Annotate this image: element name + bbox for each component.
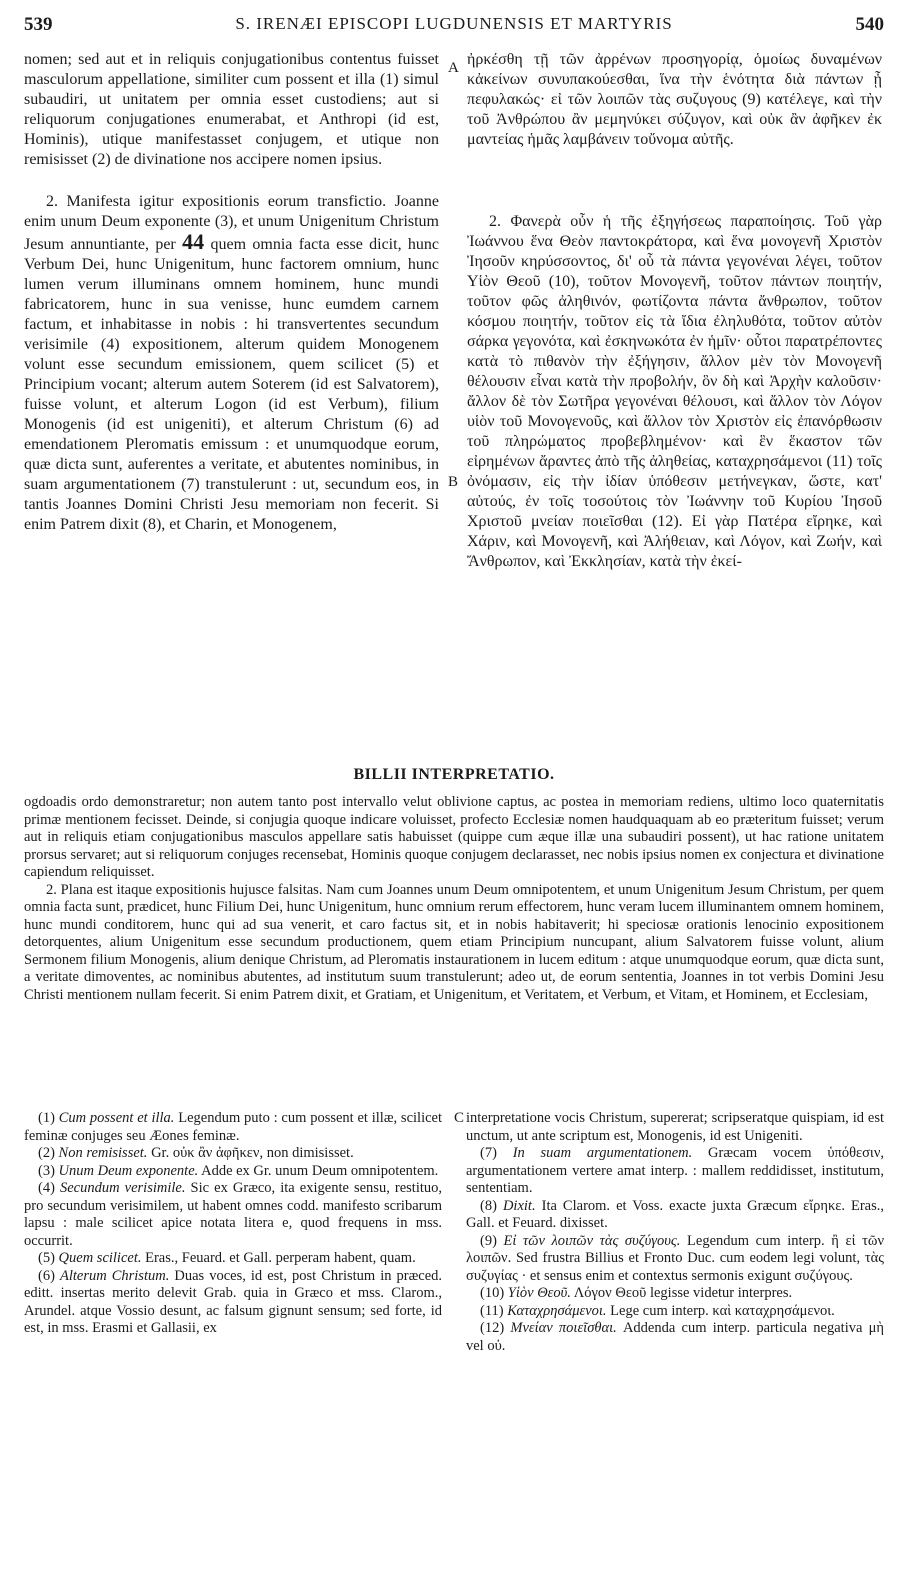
latin-paragraph-2 — [24, 192, 439, 535]
footnotes-right-column — [466, 1110, 884, 1355]
greek-column — [467, 50, 882, 572]
section-number: 2. — [46, 193, 58, 210]
footnotes — [24, 1110, 884, 1570]
greek-paragraph-2-text: Φανερὰ οὖν ἡ τῆς ἐξηγήσεως παραποίησις. Τοῦ γὰρ Ἰωάννου ἕνα Θεὸν παντοκράτορα, καὶ ἕνα μονογενῆ Χριστὸν Ἰησοῦν κηρύσσοντος, δι' οὗ τὰ πάντα γεγονέναι λέγει, τοῦτον Υἱὸν Θεοῦ (10), τοῦτον Μονογενῆ, τοῦτον πάντων ποιητήν, τοῦτον φῶς ἀληθινόν, φωτίζοντα πάντα ἄνθρωπον, τοῦτον κόσμου ποιητήν, τοῦτον εἰς τὰ ἴδια ἐληλυθότα, τοῦτον αὐτὸν σάρκα γεγονότα, καὶ ἐσκηνωκότα ἐν ἡμῖν· οὗτοι παρατρέποντες κατὰ τὸ πιθανὸν τὴν ἐξήγησιν, ἄλλον μὲν τὸν Μονογενῆ θέλουσιν εἶναι κατὰ τὴν προβολήν, ὃν δὴ καὶ Ἀρχὴν καλοῦσιν· ἄλλον δὲ τὸν Σωτῆρα γεγονέναι θέλουσι, καὶ ἄλλον τὸν Λόγον υἱὸν τοῦ Μονογενοῦς, καὶ ἄλλον τὸν Χριστὸν εἰς ἐπανόρθωσιν τοῦ πληρώματος προβεβλημένον· καὶ ἓν ἕκαστον τῶν εἰρημένων ἄραντες ἀπὸ τῆς ἀληθείας, καταχρησάμενοι (11) τοῖς ὀνόμασιν, εἰς τὴν ἰδίαν ὑπόθεσιν μετήνεγκαν, ὥστε, κατ' αὐτούς, ἐν τοῖς τοσούτοις τὸν Ἰωάννην τοῦ Κυρίου Ἰησοῦ Χριστοῦ μνείαν ποιεῖσθαι (12). Εἰ γὰρ Πατέρα εἴρηκε, καὶ Χάριν, καὶ Μονογενῆ, καὶ Ἀλήθειαν, καὶ Λόγον, καὶ Ζωήν, καὶ Ἄνθρωπον, καὶ Ἐκκλησίαν, κατὰ τὴν ἐκεί- — [467, 213, 882, 570]
footnote: (10) Υἱὸν Θεοῦ. Λόγον Θεοῦ legisse videtur interpres. — [480, 1285, 793, 1301]
latin-paragraph-1: nomen; sed aut et in reliquis conjugationibus contentus fuisset masculorum appellatione, similiter cum possent et illa (1) simul subaudiri, ut unitatem per omnia esset custodiens; aut si reliquorum conjugationes enumerabat, et Anthropi (id est, Hominis), utique manifestasset conjugem, et utique non remisisset (2) de divinatione nos accipere nomen ipsius. — [24, 51, 439, 168]
page-number-right: 540 — [855, 14, 884, 35]
footnote: (2) Non remisisset. Gr. οὐκ ἂν ἀφῆκεν, non dimisisset. — [38, 1145, 354, 1161]
footnote: (5) Quem scilicet. Eras., Feuard. et Gall. perperam habent, quam. — [38, 1250, 416, 1266]
footnote: (9) Εἰ τῶν λοιπῶν τὰς συζύγους. Legendum cum interp. ἢ εἰ τῶν λοιπῶν. Sed frustra Billius et Fronto Duc. cum eodem legi volunt, τὰς συζυγίας · et sensus enim et contextus sermonis exigunt συζύγους. — [466, 1232, 885, 1284]
interpretatio-text — [24, 794, 884, 1004]
interpretatio-paragraph-1: ogdoadis ordo demonstraretur; non autem tanto post intervallo velut oblivione captus, ac postea in memoriam rediens, ultimo loco quaternitatis primæ mentionem fecisset. Deinde, si conjugia quoque indicare voluisset, profecto Ecclesiæ nomen haudquaquam ab eo præteritum fuisset; verum aut in reliquis etiam conjugationibus masculos appellare satis habuisset (quippe cum æque illæ una subaudiri possent), ut hac ratione unitatem prorsus servaret; aut si reliquorum conjuges recensebat, Hominis quoque conjugem declarasset, nec nobis ipsius nomen ex conjectura et divinatione capiendum reliquisset. — [24, 794, 884, 880]
footnote-continuation: interpretatione vocis Christum, supererat; scripseratque quispiam, id est unctum, ut ante scriptum est, Monogenis, id est Unigeniti. — [466, 1110, 884, 1144]
footnote: (12) Μνείαν ποιεῖσθαι. Addenda cum interp. particula negativa μὴ vel οὐ. — [466, 1320, 884, 1354]
latin-paragraph-2-a: Manifesta igitur expositionis eorum transfictio. Joanne enim unum Deum exponente (3), et unum Unigenitum Christum Jesum annuntiante, per — [24, 193, 440, 253]
greek-paragraph-1: ἠρκέσθη τῇ τῶν ἀρρένων προσηγορίᾳ, ὁμοίως δυναμένων κἀκείνων συνυπακούεσθαι, ἵνα τὴν ἑνότητα διὰ πάντων ᾖ πεφυλακώς· εἰ τῶν λοιπῶν τὰς συζυγους (9) κατέλεγε, καὶ τὴν τοῦ Ἀνθρώπου ἂν μεμηνύκει σύζυγον, καὶ οὐκ ἂν ἀφῆκεν ἐκ μαντείας ἡμᾶς λαμβάνειν τοὔνομα αὐτῆς. — [467, 51, 882, 148]
running-title: S. IRENÆI EPISCOPI LUGDUNENSIS ET MARTYRIS — [235, 14, 673, 33]
footnote: (7) In suam argumentationem. Græcam vocem ὑπόθεσιν, argumentationem vertere amat interp. : mallem reddidisset, institutum, sententiam. — [466, 1145, 885, 1196]
footnote: (8) Dixit. Ita Clarom. et Voss. exacte juxta Græcum εἴρηκε. Eras., Gall. et Feuard. dixisset. — [466, 1197, 885, 1231]
margin-letter-c: C — [454, 1110, 465, 1126]
footnote: (4) Secundum verisimile. Sic ex Græco, ita exigente sensu, restituo, pro secundum verisimilem, ut habent omnes codd. manifesto scribarum lapsu : male scilicet apice notata litera e, quod frequens in mss. occurrit. — [24, 1180, 443, 1249]
greek-paragraph-2 — [467, 212, 882, 572]
interpretatio-paragraph-2: 2. Plana est itaque expositionis hujusce falsitas. Nam cum Joannes unum Deum omnipotentem, et unum Unigenitum Jesum Christum, per quem omnia facta sunt, prædicet, hunc Filium Dei, hunc Unigenitum, hunc omnium rerum effectorem, hunc veram lucem illuminantem omnem hominem, hunc mundi conditorem, hunc qui ad sua venerit, et caro factus sit, et in nobis habitaverit; hi speciosæ orationis lenocinio expositionem detorquentes, alium Unigenitum esse secundum productionem, quem etiam Principium nuncupant, alium Salvatorem fuisse volunt, alium Sermonem filium Monogenis, alium denique Christum, ad Pleromatis instaurationem in lucem editum : atque unumquodque eorum, quæ dicta sunt, a veritate dimoventes, ac nominibus abutentes, ad institutum suum transtulerunt; adeo ut, de eorum sententia, Joannes in tot verbis Domini Jesu Christi mentionem nullam fecerit. Si enim Patrem dixit, et Gratiam, et Unigenitum, et Veritatem, et Verbum, et Vitam, et Hominem, et Ecclesiam, — [24, 881, 884, 1003]
footnote: (11) Καταχρησάμενοι. Lege cum interp. καὶ καταχρησάμενοι. — [480, 1302, 835, 1319]
latin-column — [24, 50, 439, 535]
page-number-left: 539 — [24, 14, 53, 35]
latin-paragraph-2-b: quem omnia facta esse dicit, hunc Verbum Dei, hunc Unigenitum, hunc factorem omnium, hunc lumen verum illuminans omnem hominem, hunc mundi fabricatorem, hunc in sua venisse, hunc eumdem carnem factum, et inhabitasse in nobis : hi transvertentes secundum verisimile (4) expositionem, alterum quidem Monogenem volunt esse secundum emissionem, quem scilicet (5) et Principium vocant; alterum autem Soterem (id est Salvatorem), fuisse volunt, et alterum Logon (id est Verbum), filium Monogenis (id est unigeniti), et alterum Christum (6) ad emendationem Pleromatis emissum : et unumquodque eorum, quæ dicta sunt, auferentes a veritate, et abutentes nominibus, in suam argumentationem (7) transtulerunt : ut, secundum eos, in tantis Joannes Domini Christi Jesu memoriam non fecerit. Si enim Patrem dixit (8), et Charin, et Monogenem, — [24, 236, 440, 533]
footnote: (6) Alterum Christum. Duas voces, id est, post Christum in præced. editt. insertas merito delevit Grab. quia in Græco et mss. Clarom., Arundel. atque Vossio desunt, ac falsum gignunt sensum; sed forte, id est, in mss. Erasmi et Gallasii, ex — [24, 1267, 443, 1336]
running-header — [24, 10, 884, 38]
parallel-text — [24, 50, 884, 766]
footnotes-left-column — [24, 1110, 442, 1338]
greek-section-number: 2. — [489, 213, 501, 230]
edition-column-marker: 44 — [182, 229, 205, 254]
footnote: (1) Cum possent et illa. Legendum puto : cum possent et illæ, scilicet feminæ conjuges seu Æones feminæ. — [24, 1110, 442, 1144]
margin-letter-b: B — [448, 474, 459, 490]
page — [24, 10, 884, 1570]
footnote: (3) Unum Deum exponente. Adde ex Gr. unum Deum omnipotentem. — [38, 1162, 439, 1179]
margin-letter-a: A — [448, 60, 459, 76]
interpretatio-heading: BILLII INTERPRETATIO. — [353, 766, 555, 783]
